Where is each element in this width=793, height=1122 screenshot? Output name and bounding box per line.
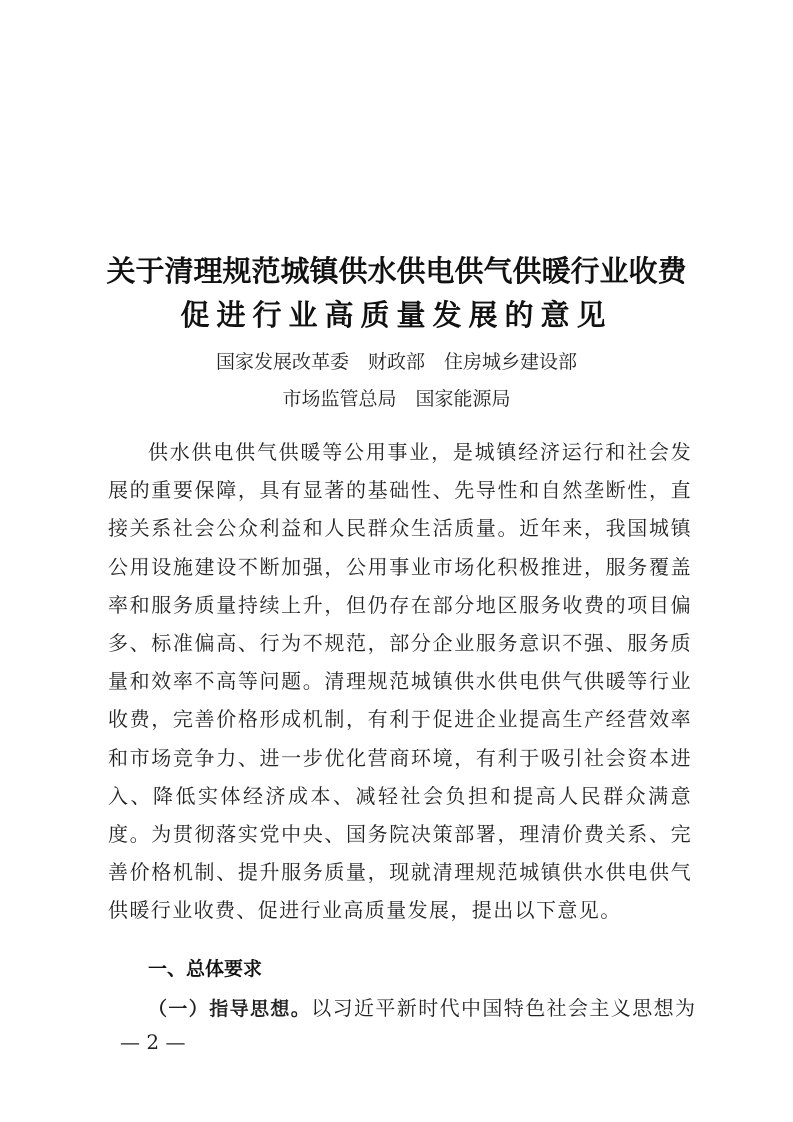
page-number: — 2 — — [120, 1030, 186, 1054]
document-title-line1: 关于清理规范城镇供水供电供气供暖行业收费 — [106, 254, 687, 288]
body-text — [108, 433, 692, 930]
subsection-label: （一）指导思想。 — [148, 998, 312, 1020]
subsection-guiding-ideology — [148, 992, 696, 1021]
section-heading-general-requirements: 一、总体要求 — [148, 958, 263, 980]
issuing-agencies-line1: 国家发展改革委 财政部 住房城乡建设部 — [215, 351, 577, 373]
issuing-agencies-line2: 市场监管总局 国家能源局 — [282, 388, 511, 410]
document-title-line2: 促进行业高质量发展的意见 — [180, 298, 613, 332]
intro-paragraph: 供水供电供气供暖等公用事业，是城镇经济运行和社会发展的重要保障，具有显著的基础性、先导性和自然垄断性，直接关系社会公众利益和人民群众生活质量。近年来，我国城镇公用设施建设不断加强，公用事业市场化积极推进，服务覆盖率和服务质量持续上升，但仍存在部分地区服务收费的项目偏多、标准偏高、行为不规范，部分企业服务意识不强、服务质量和效率不高等问题。清理规范城镇供水供电供气供暖等行业收费，完善价格形成机制，有利于促进企业提高生产经营效率和市场竞争力、进一步优化营商环境，有利于吸引社会资本进入、降低实体经济成本、减轻社会负担和提高人民群众满意度。为贯彻落实党中央、国务院决策部署，理清价费关系、完善价格机制、提升服务质量，现就清理规范城镇供水供电供气供暖行业收费、促进行业高质量发展，提出以下意见。 — [108, 440, 692, 923]
subsection-text: 以习近平新时代中国特色社会主义思想为 — [311, 996, 697, 1020]
